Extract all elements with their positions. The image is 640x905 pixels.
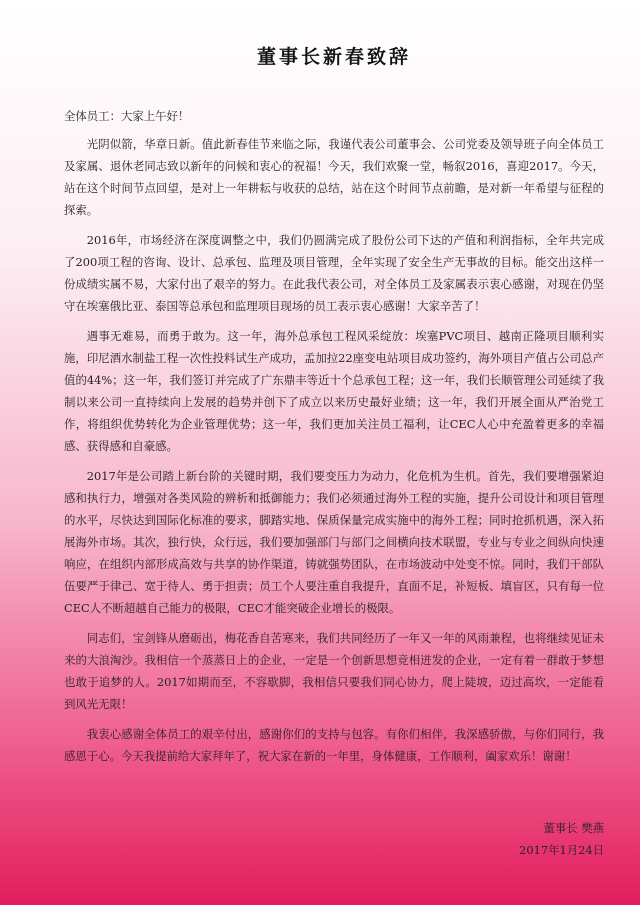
letter-greeting: 全体员工：大家上午好！ — [64, 109, 190, 123]
letter-title: 董事长新春致辞 — [256, 46, 411, 68]
paragraph: 光阴似箭，华章日新。值此新春佳节来临之际，我谨代表公司董事会、公司党委及领导班子向全体员工及家属、退休老同志致以新年的问候和衷心的祝福！今天，我们欢聚一堂，畅叙2016，喜迎2017。今天，站在这个时间节点回望，是对上一年耕耘与收获的总结，站在这个时间节点前瞻，是对新一年希望与征程的探索。 — [64, 137, 604, 217]
signature-name: 董事长 樊燕 — [543, 821, 604, 835]
letter — [64, 42, 604, 775]
signature-block — [519, 817, 604, 861]
paragraph: 同志们，宝剑锋从磨砺出，梅花香自苦寒来，我们共同经历了一年又一年的风雨兼程，也将继续见证未来的大浪淘沙。我相信一个蒸蒸日上的企业，一定是一个创新思想竞相迸发的企业，一定有着一群敢于梦想也敢于追梦的人。2017如期而至，不容歇脚，我相信只要我们同心协力，爬上陡坡，迈过高坎，一定能看到风光无限！ — [64, 631, 604, 711]
signature-date: 2017年1月24日 — [519, 843, 604, 857]
paragraph: 2017年是公司踏上新台阶的关键时期，我们要变压力为动力，化危机为生机。首先，我们要增强紧迫感和执行力，增强对各类风险的辨析和抵御能力；我们必须通过海外工程的实施，提升公司设计和项目管理的水平，尽快达到国际化标准的要求，脚踏实地、保质保量完成实施中的海外工程；同时抢抓机遇，深入拓展海外市场。其次，独行快，众行远，我们要加强部门与部门之间横向技术联盟，专业与专业之间纵向快速响应，在组织内部形成高效与共享的协作渠道，铸就强势团队，在市场波动中处变不惊。同时，我们干部队伍要严于律己、宽于待人、勇于担责；员工个人要注重自我提升，直面不足，补短板、填盲区，只有每一位CEC人不断超越自己能力的极限，CEC才能突破企业增长的极限。 — [64, 469, 604, 615]
paragraph: 我衷心感谢全体员工的艰辛付出，感谢你们的支持与包容。有你们相伴，我深感骄傲，与你们同行，我感恩于心。今天我提前给大家拜年了，祝大家在新的一年里，身体健康，工作顺利，阖家欢乐！谢谢！ — [64, 727, 604, 763]
paragraph: 遇事无难易，而勇于敢为。这一年，海外总承包工程风采绽放：埃塞PVC项目、越南正隆项目顺利实施，印尼酒水制盐工程一次性投料试生产成功，孟加拉22座变电站项目成功签约，海外项目产值占公司总产值的44%；这一年，我们签订并完成了广东鼎丰等近十个总承包工程；这一年，我们长顺管理公司延续了我制以来公司一直持续向上发展的趋势并创下了成立以来历史最好业绩；这一年，我们开展全面从严治党工作，将组织优势转化为企业管理优势；这一年，我们更加关注员工福利，让CEC人心中充盈着更多的幸福感、获得感和自豪感。 — [64, 329, 604, 453]
paragraph: 2016年，市场经济在深度调整之中，我们仍圆满完成了股份公司下达的产值和利润指标，全年共完成了200项工程的咨询、设计、总承包、监理及项目管理，全年实现了安全生产无事故的目标。能交出这样一份成绩实属不易，大家付出了艰辛的努力。在此我代表公司，对全体员工及家属表示衷心感谢，对现在仍坚守在埃塞俄比亚、泰国等总承包和监理项目现场的员工表示衷心感谢！大家辛苦了！ — [64, 233, 604, 313]
